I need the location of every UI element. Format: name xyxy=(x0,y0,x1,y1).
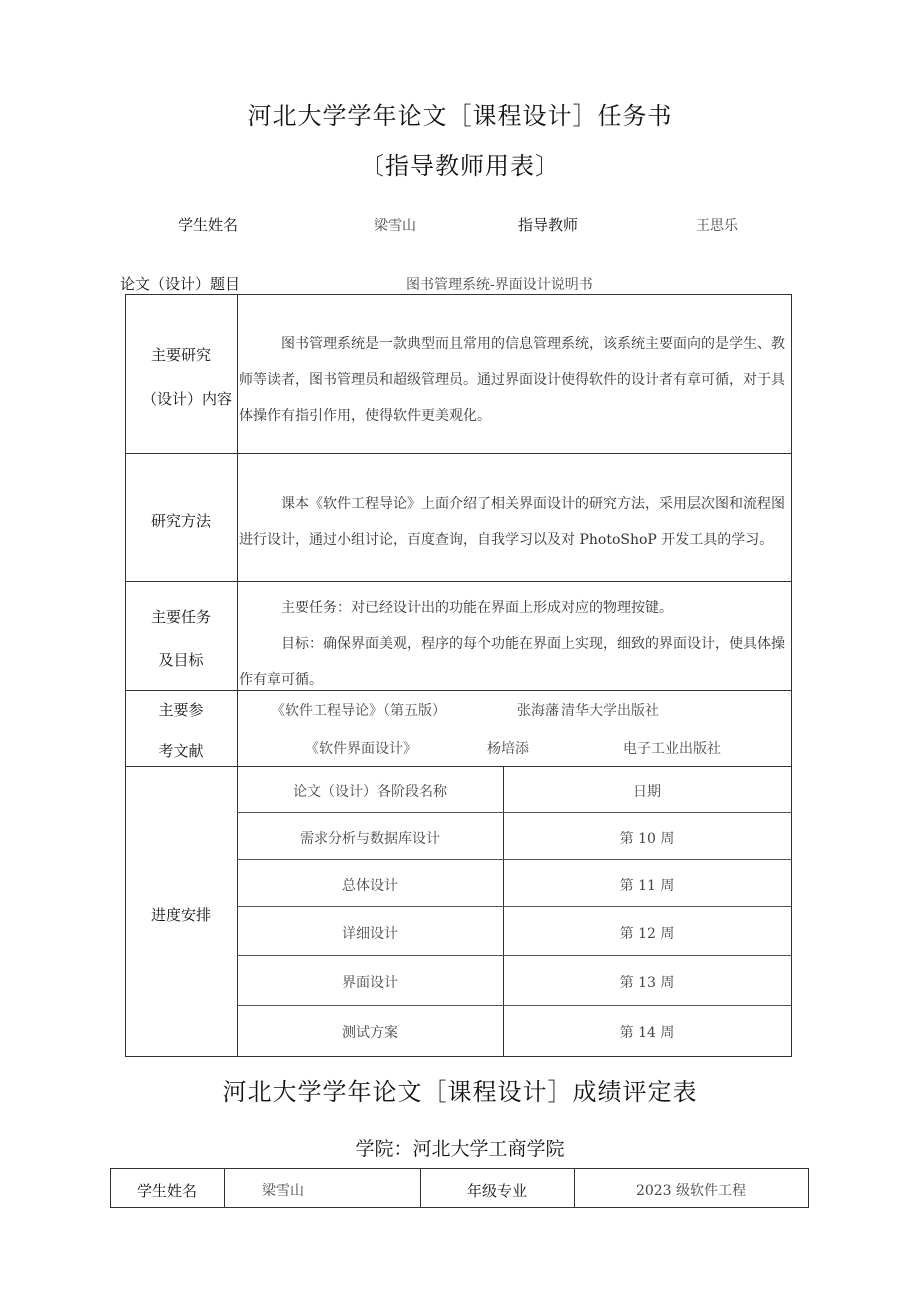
ref-1-publisher: 清华大学出版社 xyxy=(561,703,659,719)
schedule-row-date: 第 11 周 xyxy=(619,878,675,894)
schedule-label: 进度安排 xyxy=(150,906,211,924)
method-text: 课本《软件工程导论》上面介绍了相关界面设计的研究方法，采用层次图和流程图进行设计，通过小组讨论，百度查询，自我学习以及对 PhotoShoP 开发工具的学习。 xyxy=(239,496,785,548)
schedule-row-stage: 总体设计 xyxy=(342,878,398,894)
schedule-row-stage: 需求分析与数据库设计 xyxy=(300,831,440,847)
schedule-header-stage: 论文（设计）各阶段名称 xyxy=(293,784,447,800)
goals-label-line1: 主要任务 xyxy=(150,608,211,626)
task-table xyxy=(125,294,792,1057)
goals-target-text: 目标：确保界面美观，程序的每个功能在界面上实现，细致的界面设计，使具体操作有章可循。 xyxy=(239,636,785,688)
ref-2-author: 杨培添 xyxy=(487,741,529,757)
refs-label-line2: 考文献 xyxy=(158,742,204,760)
refs-label-line1: 主要参 xyxy=(158,701,204,719)
topic-label: 论文（设计）题目 xyxy=(120,275,241,293)
schedule-header-date: 日期 xyxy=(633,784,661,800)
content-label-line2: （设计）内容 xyxy=(141,390,232,408)
schedule-row-stage: 详细设计 xyxy=(342,926,398,942)
content-label-line1: 主要研究 xyxy=(150,346,211,364)
grade-major-value: 2023 级软件工程 xyxy=(635,1183,747,1199)
schedule-row-date: 第 14 周 xyxy=(619,1025,675,1041)
advisor-label: 指导教师 xyxy=(518,216,579,234)
advisor-value: 王思乐 xyxy=(696,218,738,234)
schedule-row-stage: 测试方案 xyxy=(342,1025,398,1041)
schedule-row-date: 第 12 周 xyxy=(619,926,675,942)
content-text: 图书管理系统是一款典型而且常用的信息管理系统，该系统主要面向的是学生、教师等读者，图书管理员和超级管理员。通过界面设计使得软件的设计者有章可循，对于具体操作有指引作用，使得软件更美观化。 xyxy=(239,336,785,424)
grade-student-label: 学生姓名 xyxy=(136,1182,197,1200)
ref-2-publisher: 电子工业出版社 xyxy=(623,741,721,757)
grade-major-label: 年级专业 xyxy=(466,1182,527,1200)
goals-label-line2: 及目标 xyxy=(158,651,204,669)
goals-task-text: 主要任务：对已经设计出的功能在界面上形成对应的物理按键。 xyxy=(281,600,673,616)
schedule-row-date: 第 13 周 xyxy=(619,975,675,991)
ref-1-author: 张海藩 xyxy=(517,703,559,719)
task-subtitle: 〔指导教师用表〕 xyxy=(360,152,560,180)
ref-1-book: 《软件工程导论》（第五版） xyxy=(271,703,446,719)
student-name-value: 梁雪山 xyxy=(374,218,416,234)
schedule-row-stage: 界面设计 xyxy=(342,975,398,991)
ref-2-book: 《软件界面设计》 xyxy=(305,741,417,757)
student-name-label: 学生姓名 xyxy=(178,216,239,234)
schedule-row-date: 第 10 周 xyxy=(619,831,675,847)
college-line: 学院：河北大学工商学院 xyxy=(355,1138,565,1160)
method-label: 研究方法 xyxy=(150,512,211,530)
grade-student-value: 梁雪山 xyxy=(262,1183,304,1199)
topic-value: 图书管理系统-界面设计说明书 xyxy=(406,277,593,293)
task-title: 河北大学学年论文［课程设计］任务书 xyxy=(247,102,673,130)
grade-title: 河北大学学年论文［课程设计］成绩评定表 xyxy=(222,1078,698,1106)
grade-table xyxy=(110,1168,809,1208)
